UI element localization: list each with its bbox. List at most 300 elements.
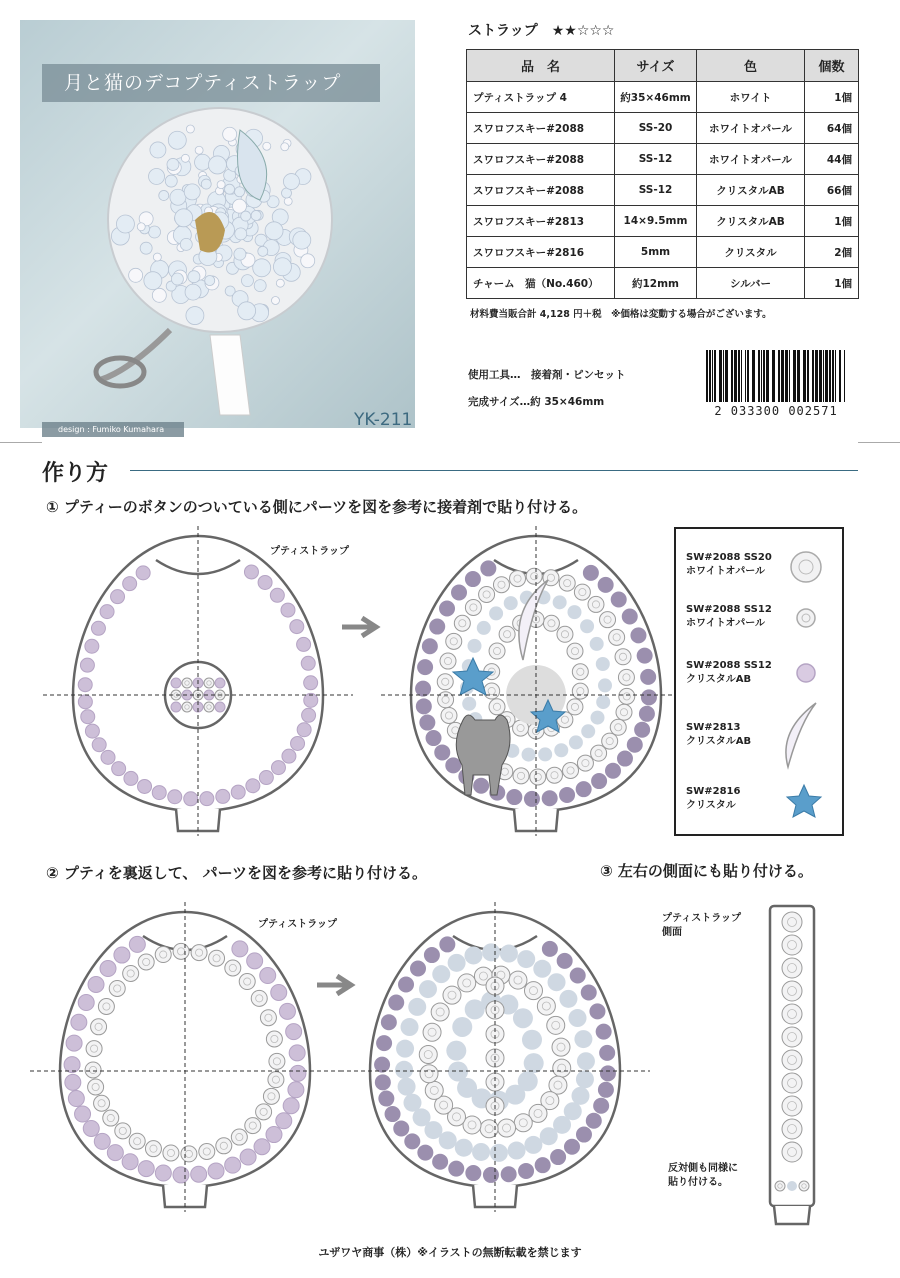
gem-ab [92, 738, 106, 752]
size-line: 完成サイズ…約 35×46mm [468, 396, 605, 408]
gem-ab [416, 698, 432, 714]
gem-opal [268, 1072, 284, 1088]
gem-opal [266, 1031, 282, 1047]
gem-ab [404, 1133, 420, 1149]
gem-ab [247, 953, 263, 969]
gem-ab [465, 1165, 481, 1181]
gem-opal [554, 743, 568, 757]
gem-opal [782, 935, 802, 955]
gem-opal [204, 702, 214, 712]
gem-opal [571, 1087, 589, 1105]
gem-ab [171, 702, 181, 712]
gem-opal [91, 1019, 107, 1035]
gem-opal [567, 605, 581, 619]
gem-ab [576, 1127, 592, 1143]
gem-opal [145, 1141, 161, 1157]
gem-opal [103, 1110, 119, 1126]
gem-opal [782, 981, 802, 1001]
gem-ab [258, 575, 272, 589]
gem-opal [524, 1136, 542, 1154]
gem-ab [129, 936, 145, 952]
gem-opal [490, 1144, 508, 1162]
gem-ab [586, 1113, 602, 1129]
gem-opal [452, 1017, 472, 1037]
gem-ab [451, 585, 467, 601]
gem-opal [610, 719, 626, 735]
gem-ab [290, 1065, 306, 1081]
gem-ab [374, 1057, 390, 1073]
step-2: ② プティを裏返して、 パーツを図を参考に貼り付ける。 [46, 864, 428, 882]
gem-opal [454, 615, 470, 631]
gem-ab [191, 1166, 207, 1182]
gem-ab [304, 676, 318, 690]
gem-ab [398, 976, 414, 992]
gem-opal [559, 575, 575, 591]
cell-size: 約12mm [615, 268, 697, 299]
gem-ab [583, 565, 599, 581]
gem-opal [538, 747, 552, 761]
gem-ab [155, 1165, 171, 1181]
gem-opal [441, 707, 457, 723]
gem-ab [576, 781, 592, 797]
designer-credit: design : Fumiko Kumahara [42, 422, 184, 437]
legend-code: SW#2813 [686, 722, 741, 733]
gem-opal [98, 998, 114, 1014]
gem-opal [129, 1133, 145, 1149]
gem-opal [425, 1081, 443, 1099]
cell-qty: 1個 [805, 206, 859, 237]
gem-ab [266, 1127, 282, 1143]
gem-opal [508, 1142, 526, 1160]
gem-opal [88, 1079, 104, 1095]
gem-opal [588, 596, 604, 612]
gem-ab [91, 621, 105, 635]
gem-opal [563, 762, 579, 778]
gem-ab [64, 1057, 80, 1073]
gem-ab [483, 1167, 499, 1183]
gem-opal [419, 1046, 437, 1064]
gem-ab [378, 1091, 394, 1107]
side-tab [774, 1206, 810, 1224]
gem-opal [199, 1144, 215, 1160]
gem-ab [376, 1035, 392, 1051]
gem-ab [111, 590, 125, 604]
cell-name: プティストラップ 4 [467, 82, 615, 113]
gem-opal [782, 1096, 802, 1116]
gem-opal [782, 1027, 802, 1047]
gem-opal [455, 1139, 473, 1157]
gem-opal [489, 606, 503, 620]
gem-ab [617, 751, 633, 767]
crescent-moon-icon [786, 703, 816, 767]
gem-opal [574, 584, 590, 600]
cell-color: シルバー [697, 268, 805, 299]
gem-ab [415, 681, 431, 697]
gem-opal [782, 1050, 802, 1070]
gem-ab [288, 1082, 304, 1098]
gem-opal [526, 568, 542, 584]
gem-ab [302, 708, 316, 722]
gem-ab [473, 778, 489, 794]
gem-opal [464, 946, 482, 964]
cell-qty: 1個 [805, 268, 859, 299]
diagram-back-base [40, 906, 330, 1226]
gem-opal [138, 954, 154, 970]
divider [0, 442, 42, 443]
product-code: YK-211 [354, 410, 413, 430]
gem-ab [291, 736, 305, 750]
gem-ab [297, 723, 311, 737]
cell-name: スワロフスキー#2813 [467, 206, 615, 237]
gem-ab [393, 1120, 409, 1136]
cell-color: ホワイトオパール [697, 144, 805, 175]
gem-opal [510, 571, 526, 587]
gem-ab [208, 1163, 224, 1179]
gem-ab [83, 1120, 99, 1136]
gem-ab [641, 689, 657, 705]
gem-opal [419, 980, 437, 998]
petit-strap-label: プティストラップ [258, 919, 337, 930]
gem-opal [591, 745, 607, 761]
gem-ab [100, 961, 116, 977]
gem-opal [530, 769, 546, 785]
gem-opal [787, 1181, 797, 1191]
gem-opal [432, 965, 450, 983]
gem-opal [209, 950, 225, 966]
gem-ab [419, 715, 435, 731]
gem-ab [101, 750, 115, 764]
table-row [467, 144, 859, 175]
gem-opal [580, 619, 594, 633]
gem-opal [86, 1041, 102, 1057]
gem-ab [598, 1082, 614, 1098]
gem-opal [482, 943, 500, 961]
cell-color: クリスタルAB [697, 206, 805, 237]
gem-opal [256, 1104, 272, 1120]
gem-ab [524, 791, 540, 807]
gem-ab [417, 1145, 433, 1161]
gem-ab [301, 656, 315, 670]
step-1: ① プティーのボタンのついている側にパーツを図を参考に接着剤で貼り付ける。 [46, 498, 588, 516]
tools-line: 使用工具… 接着剤・ピンセット [468, 369, 626, 381]
gem-ab [637, 648, 653, 664]
gem-ab [107, 1145, 123, 1161]
gem-ab [388, 995, 404, 1011]
table-header-row [467, 50, 859, 82]
gem-opal [486, 1073, 504, 1091]
gem-ab [114, 947, 130, 963]
gem-ab [168, 790, 182, 804]
cell-qty: 66個 [805, 175, 859, 206]
gem-ab [385, 1106, 401, 1122]
header-name: 品 名 [467, 50, 615, 82]
gem-opal [408, 998, 426, 1016]
cell-size: 5mm [615, 237, 697, 268]
difficulty-title: ストラップ ★★☆☆☆ [468, 23, 615, 39]
table-row [467, 268, 859, 299]
gem-opal [486, 1025, 504, 1043]
gem-ab [596, 1024, 612, 1040]
gem-opal [163, 1145, 179, 1161]
gem-opal [231, 1129, 247, 1145]
gem-opal [443, 986, 461, 1004]
gem-opal [782, 1142, 802, 1162]
gem-ab [138, 1161, 154, 1177]
step-3: ③ 左右の側面にも貼り付ける。 [600, 862, 813, 880]
cell-name: スワロフスキー#2088 [467, 175, 615, 206]
gem-opal [569, 735, 583, 749]
gem-ab [640, 669, 656, 685]
gem-opal [513, 768, 529, 784]
gem-opal [577, 1052, 595, 1070]
gem-ab [138, 779, 152, 793]
gem-opal [155, 947, 171, 963]
gem-ab [281, 603, 295, 617]
gem-opal [182, 702, 192, 712]
gem-ab [426, 730, 442, 746]
gem-ab [439, 936, 455, 952]
gem-opal [576, 1070, 594, 1088]
gem-opal [448, 1061, 468, 1081]
gem-ab [260, 968, 276, 984]
legend-color: クリスタル [686, 800, 736, 811]
side-view-label: プティストラップ 側面 [662, 913, 741, 938]
gem-opal [569, 1009, 587, 1027]
gem-ab [75, 1106, 91, 1122]
gem-opal [552, 1038, 570, 1056]
gem-opal [182, 678, 192, 688]
gem-opal [600, 612, 616, 628]
gem-ab [290, 620, 304, 634]
gem-opal [437, 674, 453, 690]
gem-opal [618, 669, 634, 685]
gem-opal [782, 1119, 802, 1139]
legend-color: ホワイトオパール [686, 566, 765, 577]
gem-opal [420, 1065, 438, 1083]
gem-opal [123, 965, 139, 981]
gem-opal [462, 697, 476, 711]
header-qty: 個数 [805, 50, 859, 82]
opal-ss12-icon [797, 609, 815, 627]
gem-opal [446, 633, 462, 649]
gem-ab [417, 659, 433, 675]
star-icon [787, 785, 821, 817]
section-rule [130, 470, 858, 471]
ab-ss12-icon [797, 664, 815, 682]
gem-opal [458, 974, 476, 992]
gem-opal [577, 755, 593, 771]
gem-ab [200, 792, 214, 806]
gem-opal [204, 678, 214, 688]
gem-ab [465, 571, 481, 587]
gem-opal [489, 699, 505, 715]
gem-ab [639, 706, 655, 722]
gem-opal [401, 1018, 419, 1036]
gem-ab [215, 678, 225, 688]
gem-ab [124, 771, 138, 785]
opal-ss20-icon [791, 552, 821, 582]
tools-info [468, 362, 626, 416]
gem-ab [173, 1167, 189, 1183]
gem-ab [122, 1154, 138, 1170]
gem-opal [533, 960, 551, 978]
gem-opal [590, 711, 604, 725]
gem-opal [572, 683, 588, 699]
gem-ab [557, 953, 573, 969]
gem-ab [589, 1003, 605, 1019]
gem-ab [591, 773, 607, 789]
gem-ab [634, 722, 650, 738]
materials-table [466, 49, 859, 299]
gem-opal [479, 586, 495, 602]
gem-opal [396, 1040, 414, 1058]
gem-ab [424, 947, 440, 963]
gem-opal [590, 637, 604, 651]
gem-opal [225, 960, 241, 976]
gem-opal [543, 615, 559, 631]
gem-ab [564, 1139, 580, 1155]
gem-ab [439, 600, 455, 616]
cell-color: ホワイト [697, 82, 805, 113]
legend-color: クリスタルAB [686, 674, 752, 685]
barcode-number: 2 033300 002571 [702, 404, 850, 418]
gem-opal [522, 1030, 542, 1050]
gem-ab [232, 941, 248, 957]
gem-opal [216, 1138, 232, 1154]
gem-opal [548, 973, 566, 991]
gem-opal [395, 1061, 413, 1079]
gem-ab [593, 1098, 609, 1114]
gem-opal [251, 990, 267, 1006]
gem-opal [567, 643, 583, 659]
gem-ab [78, 995, 94, 1011]
gem-ab [78, 678, 92, 692]
gem-ab [78, 695, 92, 709]
gem-opal [509, 971, 527, 989]
gem-ab [88, 976, 104, 992]
gem-ab [542, 941, 558, 957]
gem-ab [244, 565, 258, 579]
gem-ab [622, 608, 638, 624]
gem-opal [799, 1181, 809, 1191]
gem-ab [627, 737, 643, 753]
legend-code: SW#2088 SS20 [686, 552, 772, 563]
gem-ab [297, 637, 311, 651]
gem-ab [270, 588, 284, 602]
gem-opal [782, 1004, 802, 1024]
gem-opal [782, 958, 802, 978]
gem-ab [279, 1003, 295, 1019]
gem-ab [68, 1091, 84, 1107]
legend-swatches [676, 529, 846, 838]
gem-opal [546, 767, 562, 783]
gem-ab [289, 1045, 305, 1061]
gem-ab [136, 566, 150, 580]
gem-opal [493, 577, 509, 593]
gem-ab [271, 761, 285, 775]
legend-color: ホワイトオパール [686, 618, 765, 629]
gem-ab [259, 771, 273, 785]
cell-size: 14×9.5mm [615, 206, 697, 237]
gem-ab [501, 1166, 517, 1182]
gem-ab [480, 560, 496, 576]
gem-ab [559, 787, 575, 803]
gem-opal [263, 1088, 279, 1104]
gem-opal [440, 653, 456, 669]
gem-ab [518, 1163, 534, 1179]
gem-ab [81, 710, 95, 724]
gem-ab [506, 789, 522, 805]
gem-opal [514, 1114, 532, 1132]
gem-ab [246, 779, 260, 793]
gem-opal [398, 1078, 416, 1096]
gem-opal [446, 1041, 466, 1061]
cell-qty: 64個 [805, 113, 859, 144]
gem-ab [381, 1014, 397, 1030]
product-title: 月と猫のデコプティストラップ [42, 64, 380, 102]
gem-opal [484, 683, 500, 699]
gem-ab [605, 763, 621, 779]
gem-opal [115, 1123, 131, 1139]
cell-qty: 2個 [805, 237, 859, 268]
gem-ab [152, 786, 166, 800]
gem-ab [598, 577, 614, 593]
gem-opal [553, 595, 567, 609]
gem-opal [572, 664, 588, 680]
cell-name: スワロフスキー#2088 [467, 144, 615, 175]
gem-opal [173, 943, 189, 959]
gem-ab [434, 744, 450, 760]
gem-ab [432, 1154, 448, 1170]
gem-opal [524, 982, 542, 1000]
table-row [467, 82, 859, 113]
gem-opal [547, 1016, 565, 1034]
gem-opal [598, 678, 612, 692]
price-note: 材料費当販合計 4,128 円＋税 ※価格は変動する場合がございます。 [470, 309, 772, 320]
gem-opal [567, 699, 583, 715]
gem-ab [429, 619, 445, 635]
gem-opal [596, 657, 610, 671]
gem-opal [537, 997, 555, 1015]
gem-opal [775, 1181, 785, 1191]
gem-opal [403, 1094, 421, 1112]
gem-opal [191, 945, 207, 961]
gem-opal [782, 1073, 802, 1093]
gem-ab [94, 1133, 110, 1149]
gem-opal [477, 621, 491, 635]
gem-opal [557, 626, 573, 642]
petit-strap-label: プティストラップ [270, 546, 349, 557]
gem-ab [112, 762, 126, 776]
legend-code: SW#2088 SS12 [686, 604, 772, 615]
gem-opal [245, 1118, 261, 1134]
cell-color: ホワイトオパール [697, 113, 805, 144]
gem-ab [240, 1149, 256, 1165]
gem-ab [231, 785, 245, 799]
header-color: 色 [697, 50, 805, 82]
gem-ab [542, 790, 558, 806]
gem-opal [504, 596, 518, 610]
gem-ab [85, 724, 99, 738]
gem-ab [570, 968, 586, 984]
gem-opal [517, 950, 535, 968]
divider [858, 442, 900, 443]
table-row [467, 175, 859, 206]
gem-opal [489, 643, 505, 659]
gem-opal [431, 1003, 449, 1021]
gem-opal [109, 980, 125, 996]
gem-opal [513, 1008, 533, 1028]
